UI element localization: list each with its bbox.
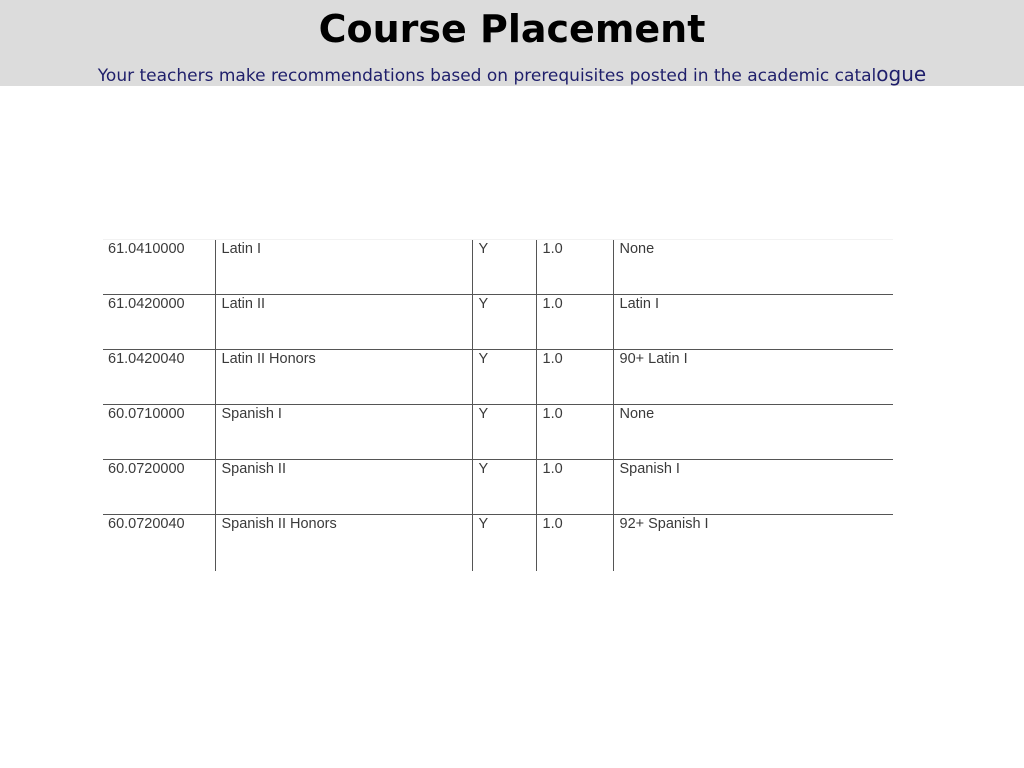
course-flag-cell: Y — [472, 350, 536, 405]
course-code-cell: 60.0710000 — [103, 405, 215, 460]
course-code-cell: 61.0420000 — [103, 295, 215, 350]
course-prerequisite-cell: None — [613, 405, 893, 460]
course-name-cell: Spanish II — [215, 460, 472, 515]
course-name-cell: Latin II Honors — [215, 350, 472, 405]
course-table — [103, 239, 893, 571]
table-row — [103, 460, 893, 515]
course-code-cell: 61.0420040 — [103, 350, 215, 405]
course-prerequisite-cell: None — [613, 240, 893, 295]
course-flag-cell: Y — [472, 460, 536, 515]
course-flag-cell: Y — [472, 515, 536, 571]
table-row — [103, 405, 893, 460]
table-row — [103, 350, 893, 405]
slide-subtitle-main: Your teachers make recommendations based on prerequisites posted in the academic catal — [97, 66, 877, 86]
course-code-cell: 60.0720040 — [103, 515, 215, 571]
course-name-cell: Spanish II Honors — [215, 515, 472, 571]
slide-title: Course Placement — [318, 7, 706, 51]
course-name-cell: Latin I — [215, 240, 472, 295]
course-prerequisite-cell: 90+ Latin I — [613, 350, 893, 405]
course-credit-cell: 1.0 — [536, 295, 613, 350]
course-credit-cell: 1.0 — [536, 350, 613, 405]
course-flag-cell: Y — [472, 240, 536, 295]
course-prerequisite-cell: Latin I — [613, 295, 893, 350]
course-credit-cell: 1.0 — [536, 240, 613, 295]
course-code-cell: 61.0410000 — [103, 240, 215, 295]
course-flag-cell: Y — [472, 295, 536, 350]
course-credit-cell: 1.0 — [536, 460, 613, 515]
table-row — [103, 240, 893, 295]
slide-subtitle-tail: ogue — [876, 62, 927, 86]
table-row — [103, 515, 893, 571]
course-flag-cell: Y — [472, 405, 536, 460]
course-name-cell: Latin II — [215, 295, 472, 350]
course-credit-cell: 1.0 — [536, 405, 613, 460]
table-row — [103, 295, 893, 350]
course-prerequisite-cell: Spanish I — [613, 460, 893, 515]
course-code-cell: 60.0720000 — [103, 460, 215, 515]
course-prerequisite-cell: 92+ Spanish I — [613, 515, 893, 571]
slide-subtitle — [0, 62, 1024, 88]
course-credit-cell: 1.0 — [536, 515, 613, 571]
course-name-cell: Spanish I — [215, 405, 472, 460]
